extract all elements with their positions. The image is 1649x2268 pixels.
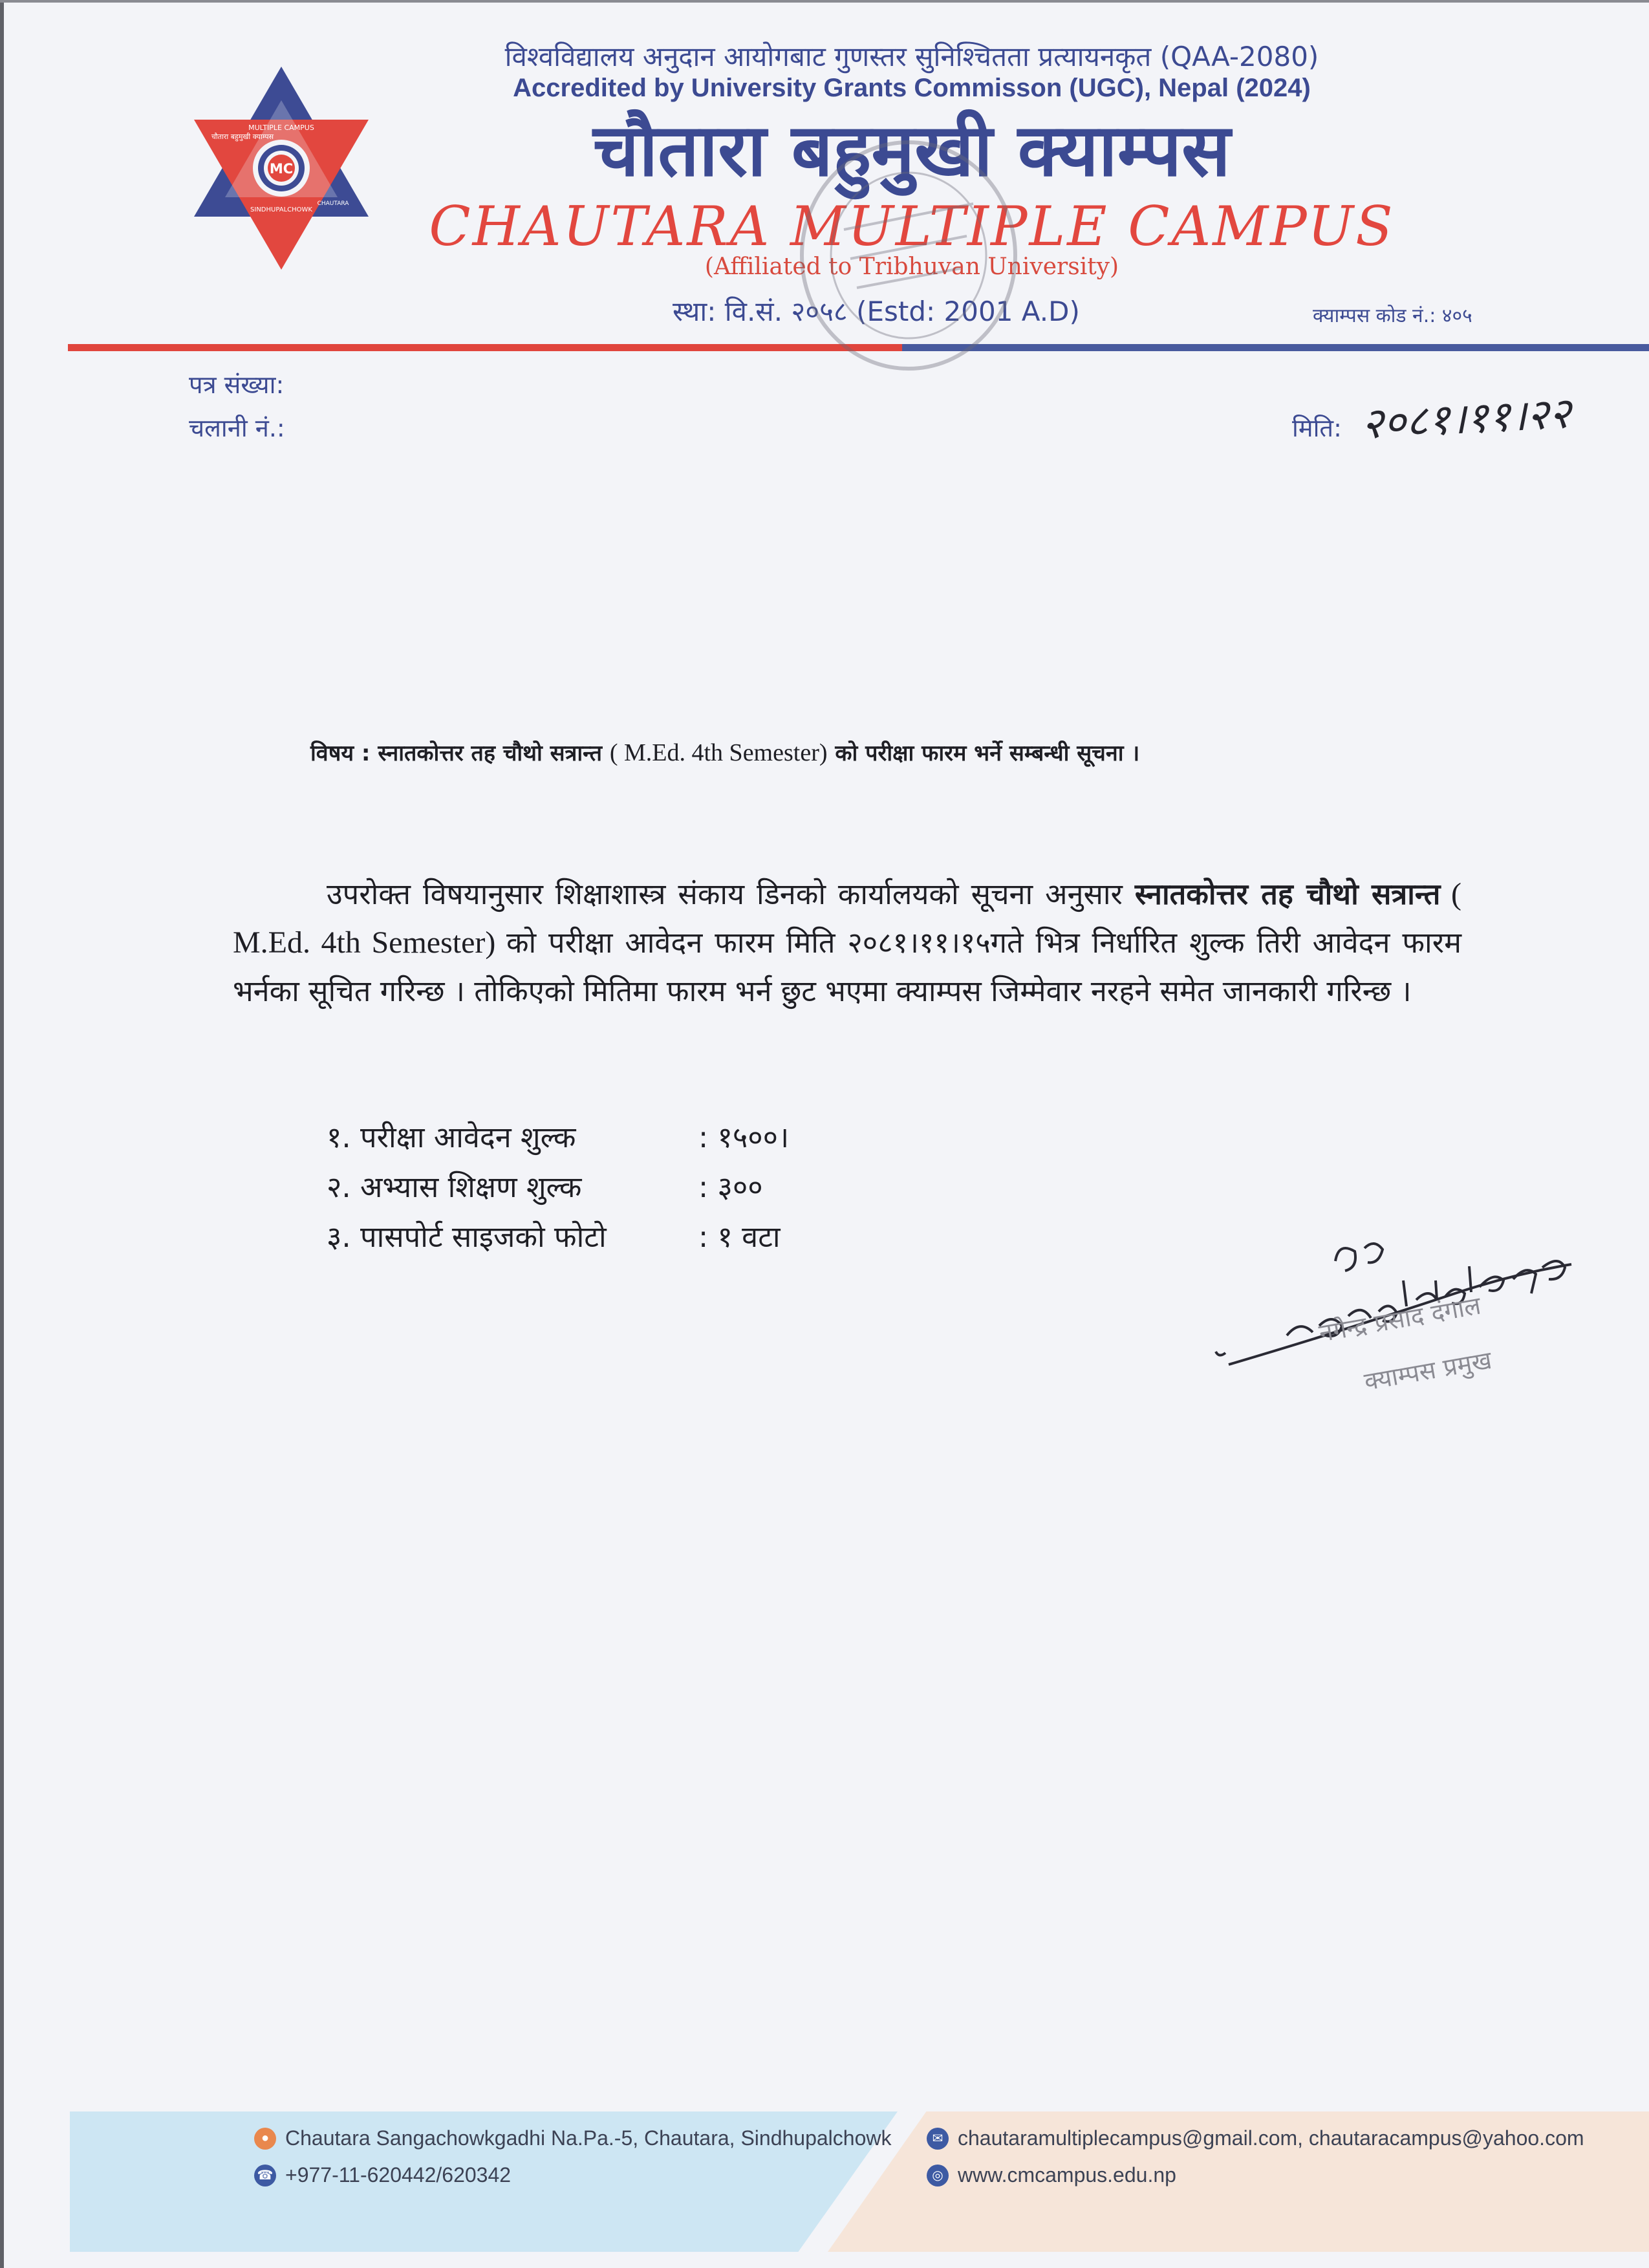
logo-ring-top: MULTIPLE CAMPUS: [248, 124, 314, 132]
body-program-en: ( M.Ed. 4th Semester): [233, 877, 1462, 960]
logo-ring-left: चौतारा बहुमुखी क्याम्पस: [211, 133, 274, 141]
fee-label: २. अभ्यास शिक्षण शुल्क: [327, 1170, 582, 1204]
footer-website: [927, 2163, 1176, 2187]
footer-email-text[interactable]: chautaramultiplecampus@gmail.com, chautaracampus@yahoo.com: [958, 2126, 1584, 2150]
signatory-title: क्याम्पस प्रमुख: [1362, 1345, 1494, 1396]
footer-email: [927, 2126, 1584, 2150]
globe-icon: ◎: [927, 2165, 949, 2187]
logo-location: SINDHUPALCHOWK: [250, 206, 312, 213]
subject-suffix: को परीक्षा फारम भर्ने सम्बन्धी सूचना ।: [835, 740, 1140, 766]
notice-subject: [310, 737, 1423, 767]
campus-code: क्याम्पस कोड नं.: ४०५: [1313, 305, 1472, 327]
campus-name-en: CHAUTARA MULTIPLE CAMPUS: [429, 195, 1395, 258]
affiliation: (Affiliated to Tribhuvan University): [704, 254, 1119, 280]
fee-list: [327, 1112, 892, 1262]
phone-icon: ☎: [254, 2165, 276, 2187]
footer-address-text: Chautara Sangachowkgadhi Na.Pa.-5, Chautara, Sindhupalchowk: [285, 2126, 892, 2150]
page-edge-top: [0, 0, 1649, 3]
fee-row: [327, 1212, 892, 1262]
footer-website-text[interactable]: www.cmcampus.edu.np: [958, 2163, 1176, 2187]
body-details: को परीक्षा आवेदन फारम मिति २०८१।११।१५गते भित्र निर्धारित शुल्क तिरी आवेदन फारम भर्नका सूचित गरिन्छ । तोकिएको मितिमा फारम भर्न छुट भएमा क्याम्पस जिम्मेवार नरहने समेत जानकारी गरिन्छ ।: [233, 925, 1462, 1008]
office-stamp: [792, 133, 1025, 378]
logo-town: CHAUTARA: [317, 200, 349, 207]
accreditation-en: Accredited by University Grants Commisson (UGC), Nepal (2024): [513, 74, 1311, 102]
header-rule-red: [68, 344, 902, 351]
signatory-name: नगेन्द्र प्रसाद दंगाल: [1317, 1291, 1483, 1348]
footer-address: [254, 2126, 891, 2150]
body-program-np: स्नातकोत्तर तह चौथो सत्रान्त: [1134, 877, 1441, 911]
letter-number-label: पत्र संख्या:: [189, 371, 285, 399]
email-icon: ✉: [927, 2128, 949, 2150]
dispatch-number-label: चलानी नं.:: [189, 414, 285, 442]
subject-prefix: विषय : स्नातकोत्तर तह चौथो सत्रान्त: [310, 740, 602, 766]
handwritten-date: २०८१।११।२२: [1360, 388, 1573, 449]
fee-label: १. परीक्षा आवेदन शुल्क: [327, 1120, 576, 1154]
location-pin-icon: ●: [254, 2128, 276, 2150]
footer-phone-text: +977-11-620442/620342: [285, 2163, 512, 2187]
subject-program: ( M.Ed. 4th Semester): [609, 739, 828, 766]
fee-label: ३. पासपोर्ट साइजको फोटो: [327, 1220, 607, 1254]
notice-body: [233, 870, 1461, 1015]
date-label: मिति:: [1292, 414, 1342, 442]
logo-initials: MC: [269, 161, 294, 177]
fee-value: : १५००।: [698, 1120, 790, 1154]
page-edge: [0, 0, 4, 2268]
fee-row: [327, 1112, 892, 1162]
accreditation-np: विश्वविद्यालय अनुदान आयोगबाट गुणस्तर सुनिश्चितता प्रत्यायनकृत (QAA-2080): [504, 41, 1319, 72]
campus-name-np: चौतारा बहुमुखी क्याम्पस: [593, 109, 1231, 193]
established: स्था: वि.सं. २०५८ (Estd: 2001 A.D): [673, 296, 1080, 327]
campus-logo: [188, 61, 375, 275]
footer-phone: [254, 2163, 511, 2187]
body-intro: उपरोक्त विषयानुसार शिक्षाशास्त्र संकाय डिनको कार्यालयको सूचना अनुसार: [327, 877, 1135, 911]
fee-value: : १ वटा: [698, 1220, 781, 1254]
fee-row: [327, 1162, 892, 1212]
fee-value: : ३००: [698, 1170, 763, 1204]
